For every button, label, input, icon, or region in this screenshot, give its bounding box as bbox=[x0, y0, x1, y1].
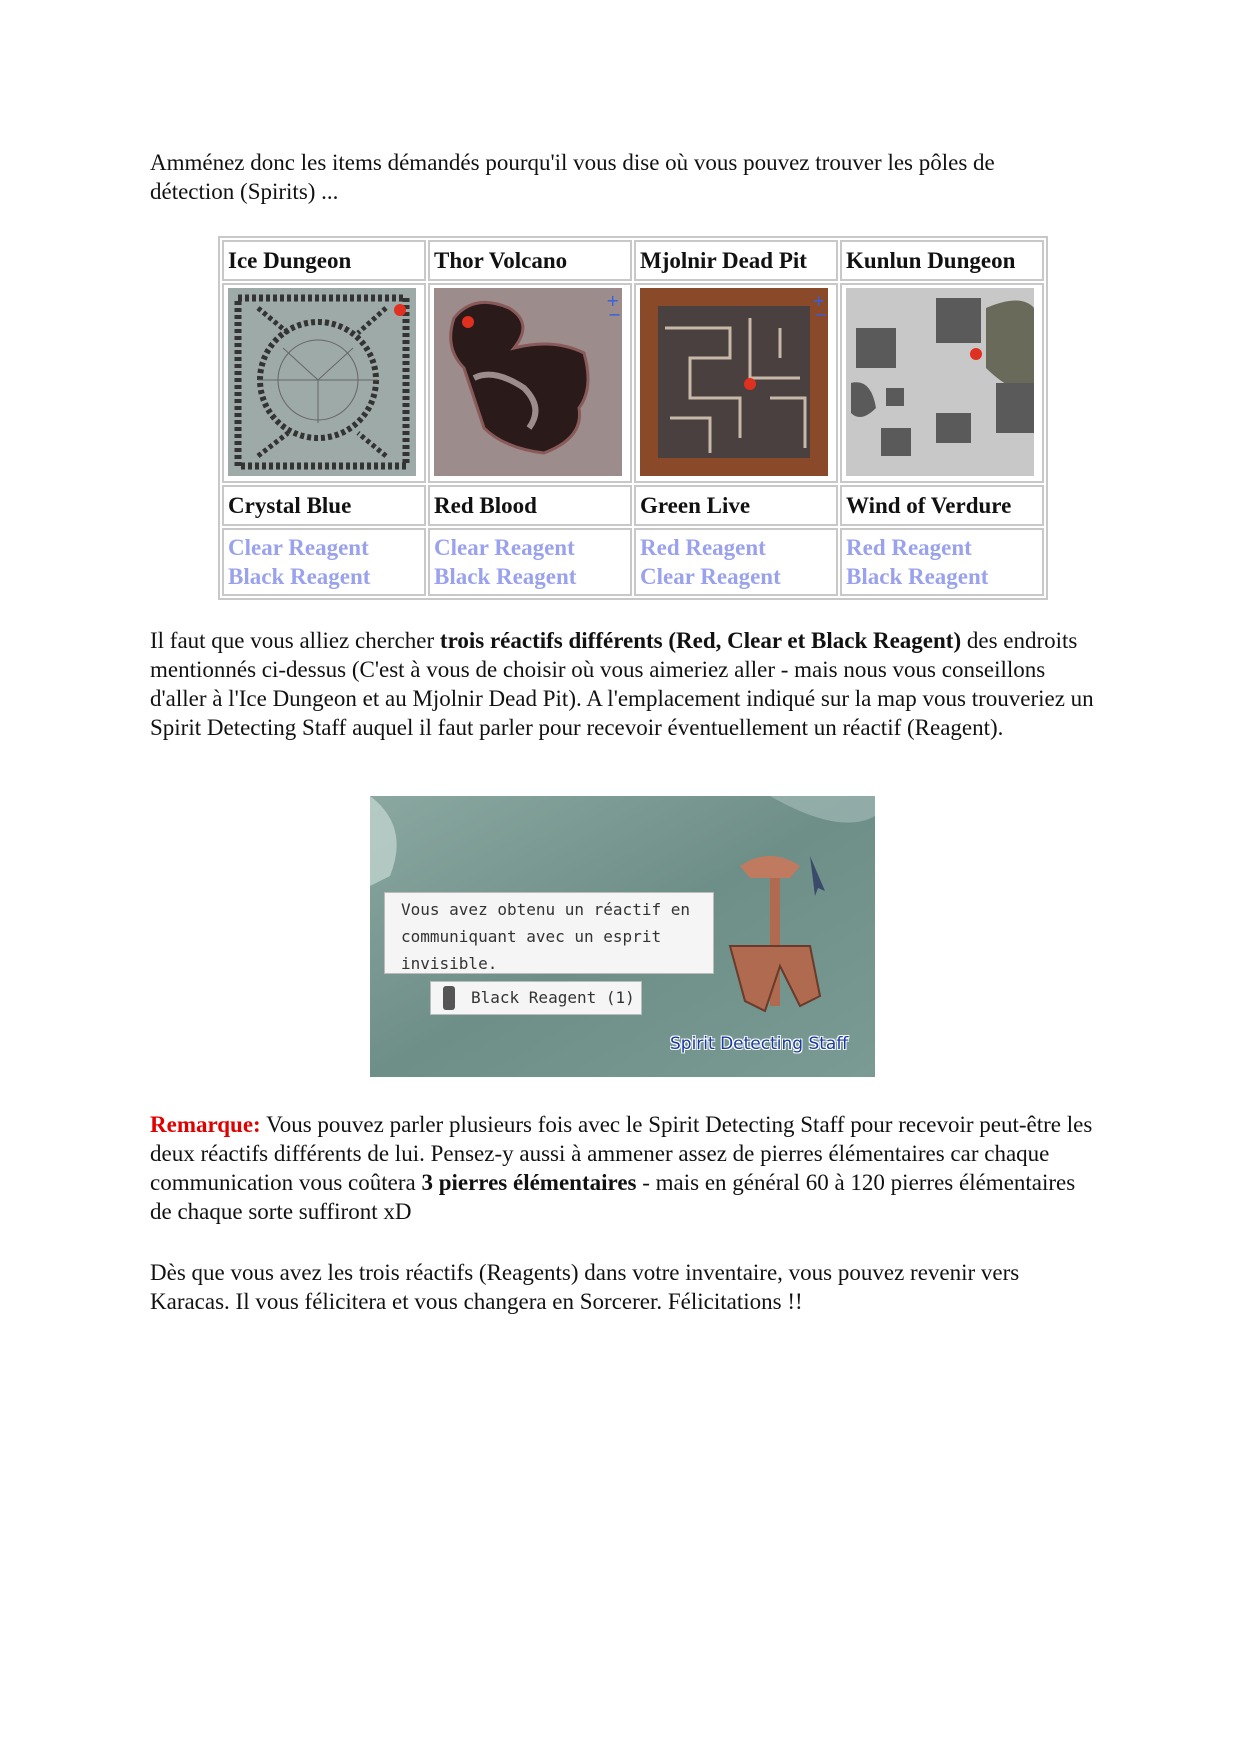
remark-label: Remarque: bbox=[150, 1112, 261, 1137]
instructions-text-c: des endroits mentionnés ci-dessus (C'est à vous de choisir où vous aimeriez aller - mais nous vous conseillons d'aller à l'Ice Dungeon et au Mjolnir Dead Pit). A l'emplacement indiqué sur la map vous trouveriez un Spirit Detecting Staff auquel il faut parler pour recevoir éventuellement un réactif (Reagent). bbox=[150, 628, 1094, 740]
reagent-link[interactable]: Black Reagent bbox=[846, 564, 989, 589]
intro-paragraph bbox=[150, 148, 1100, 206]
thor-volcano-map-image bbox=[434, 288, 622, 476]
header-mjolnir-dead-pit: Mjolnir Dead Pit bbox=[634, 240, 838, 281]
header-kunlun-dungeon: Kunlun Dungeon bbox=[840, 240, 1044, 281]
svg-text:+: + bbox=[812, 291, 826, 310]
map-cell-thor-volcano bbox=[428, 283, 632, 483]
svg-text:−: − bbox=[814, 305, 828, 324]
reagent-obtained-popup bbox=[384, 892, 714, 974]
header-thor-volcano: Thor Volcano bbox=[428, 240, 632, 281]
obtained-item-label bbox=[430, 981, 642, 1015]
reagent-link[interactable]: Black Reagent bbox=[228, 564, 371, 589]
map-cell-mjolnir-dead-pit bbox=[634, 283, 838, 483]
instructions-text-a: Il faut que vous alliez chercher bbox=[150, 628, 440, 653]
map-cell-kunlun-dungeon bbox=[840, 283, 1044, 483]
item-name: Black Reagent (1) bbox=[471, 988, 635, 1007]
instructions-bold: trois réactifs différents (Red, Clear et Black Reagent) bbox=[439, 628, 962, 653]
zoom-in-icon[interactable]: + bbox=[606, 291, 620, 310]
reagents-thor-volcano bbox=[428, 528, 632, 596]
reagent-link[interactable]: Black Reagent bbox=[434, 564, 577, 589]
reagent-link[interactable]: Red Reagent bbox=[640, 535, 766, 560]
remark-paragraph bbox=[150, 1110, 1100, 1226]
kunlun-dungeon-map-image bbox=[846, 288, 1034, 476]
remark-bold: 3 pierres élémentaires bbox=[421, 1170, 637, 1195]
final-paragraph: Dès que vous avez les trois réactifs (Reagents) dans votre inventaire, vous pouvez revenir vers Karacas. Il vous félicitera et vous changera en Sorcerer. Félicitations !! bbox=[150, 1260, 1020, 1314]
popup-line-2: communiquant avec un esprit bbox=[401, 927, 662, 946]
zoom-out-icon[interactable]: − bbox=[608, 305, 622, 324]
reagent-link[interactable]: Clear Reagent bbox=[640, 564, 781, 589]
table-row-reagents bbox=[222, 528, 1044, 596]
element-wind-of-verdure: Wind of Verdure bbox=[840, 485, 1044, 526]
header-ice-dungeon: Ice Dungeon bbox=[222, 240, 426, 281]
table-row-headers bbox=[222, 240, 1044, 281]
dungeon-maps-table bbox=[218, 236, 1048, 600]
game-screenshot bbox=[370, 796, 875, 1077]
reagent-vial-icon bbox=[443, 986, 455, 1010]
reagents-ice-dungeon bbox=[222, 528, 426, 596]
reagents-mjolnir-dead-pit bbox=[634, 528, 838, 596]
mjolnir-dead-pit-map-image bbox=[640, 288, 828, 476]
reagent-link[interactable]: Clear Reagent bbox=[228, 535, 369, 560]
intro-line-2: détection (Spirits) ... bbox=[150, 179, 339, 204]
remark-text-a: Vous pouvez parler plusieurs fois avec le Spirit Detecting Staff pour recevoir peut-être les deux réactifs différents de lui. Pensez-y aussi à ammener assez de pierres élémentaires car chaque communication vous coûtera bbox=[150, 1112, 1093, 1195]
reagents-kunlun-dungeon bbox=[840, 528, 1044, 596]
element-red-blood: Red Blood bbox=[428, 485, 632, 526]
ice-dungeon-map-image bbox=[228, 288, 416, 476]
popup-line-3: invisible. bbox=[401, 954, 498, 973]
intro-line-1: Amménez donc les items démandés pourqu'il vous dise où vous pouvez trouver les pôles de bbox=[150, 150, 995, 175]
table-row-maps bbox=[222, 283, 1044, 483]
instructions-paragraph bbox=[150, 626, 1100, 742]
table-row-elements bbox=[222, 485, 1044, 526]
npc-name-label: Spirit Detecting Staff bbox=[670, 1034, 849, 1054]
remark-text-c: - mais en général 60 à 120 pierres élémentaires de chaque sorte suffiront xD bbox=[150, 1170, 1076, 1224]
map-cell-ice-dungeon bbox=[222, 283, 426, 483]
element-green-live: Green Live bbox=[634, 485, 838, 526]
element-crystal-blue: Crystal Blue bbox=[222, 485, 426, 526]
reagent-link[interactable]: Red Reagent bbox=[846, 535, 972, 560]
reagent-link[interactable]: Clear Reagent bbox=[434, 535, 575, 560]
popup-line-1: Vous avez obtenu un réactif en bbox=[401, 900, 690, 919]
